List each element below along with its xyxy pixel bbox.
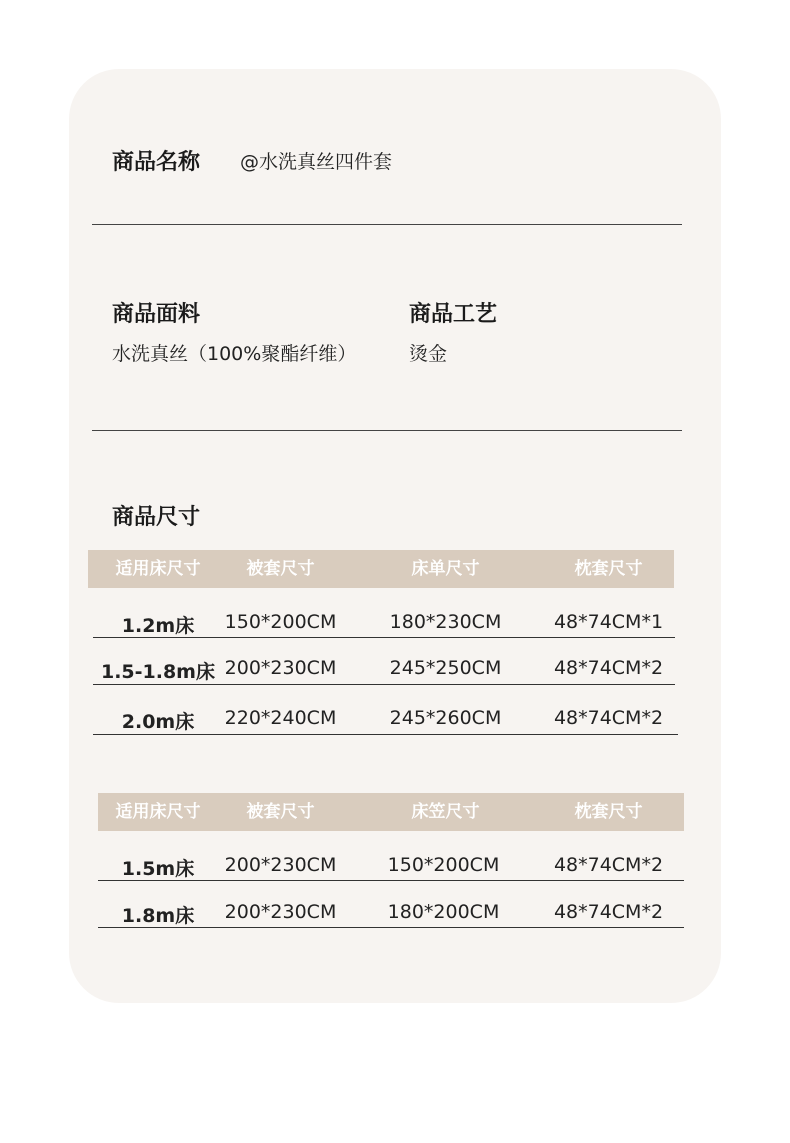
row-divider xyxy=(93,684,675,685)
row-divider xyxy=(93,734,678,735)
table-cell: 245*260CM xyxy=(389,707,502,729)
table-cell: 180*200CM xyxy=(387,901,500,923)
fabric-label: 商品面料 xyxy=(112,302,201,327)
table-cell: 150*200CM xyxy=(224,611,337,633)
table-cell: 48*74CM*2 xyxy=(553,707,664,729)
header-sheet-size: 床单尺寸 xyxy=(411,559,480,579)
table-cell: 48*74CM*1 xyxy=(553,611,664,633)
fabric-value: 水洗真丝（100%聚酯纤维） xyxy=(112,343,357,365)
table-cell: 1.2m床 xyxy=(121,615,195,637)
header-pillowcase-size: 枕套尺寸 xyxy=(574,802,643,822)
table-cell: 1.5-1.8m床 xyxy=(100,661,215,683)
craft-label: 商品工艺 xyxy=(409,302,498,327)
row-divider xyxy=(98,927,684,928)
table-cell: 200*230CM xyxy=(224,854,337,876)
header-pillowcase-size: 枕套尺寸 xyxy=(574,559,643,579)
table-cell: 200*230CM xyxy=(224,657,337,679)
header-fitted-sheet-size: 床笠尺寸 xyxy=(411,802,480,822)
header-bed-size: 适用床尺寸 xyxy=(115,559,201,579)
size-table-2-header xyxy=(98,793,684,831)
divider-1 xyxy=(92,224,682,225)
product-name-label: 商品名称 xyxy=(112,150,201,175)
row-divider xyxy=(93,637,675,638)
table-cell: 48*74CM*2 xyxy=(553,854,664,876)
header-duvet-size: 被套尺寸 xyxy=(246,559,315,579)
table-cell: 48*74CM*2 xyxy=(553,657,664,679)
table-cell: 220*240CM xyxy=(224,707,337,729)
table-cell: 180*230CM xyxy=(389,611,502,633)
table-cell: 48*74CM*2 xyxy=(553,901,664,923)
table-cell: 2.0m床 xyxy=(121,711,195,733)
size-table-1 xyxy=(88,550,674,740)
row-divider xyxy=(98,880,684,881)
table-cell: 1.5m床 xyxy=(121,858,195,880)
table-cell: 200*230CM xyxy=(224,901,337,923)
product-name-value: @水洗真丝四件套 xyxy=(240,151,393,173)
header-bed-size: 适用床尺寸 xyxy=(115,802,201,822)
table-cell: 245*250CM xyxy=(389,657,502,679)
divider-2 xyxy=(92,430,682,431)
size-table-2 xyxy=(98,793,684,933)
size-section-title: 商品尺寸 xyxy=(112,505,201,530)
table-cell: 150*200CM xyxy=(387,854,500,876)
size-table-1-header xyxy=(88,550,674,588)
header-duvet-size: 被套尺寸 xyxy=(246,802,315,822)
table-cell: 1.8m床 xyxy=(121,905,195,927)
craft-value: 烫金 xyxy=(409,343,448,365)
